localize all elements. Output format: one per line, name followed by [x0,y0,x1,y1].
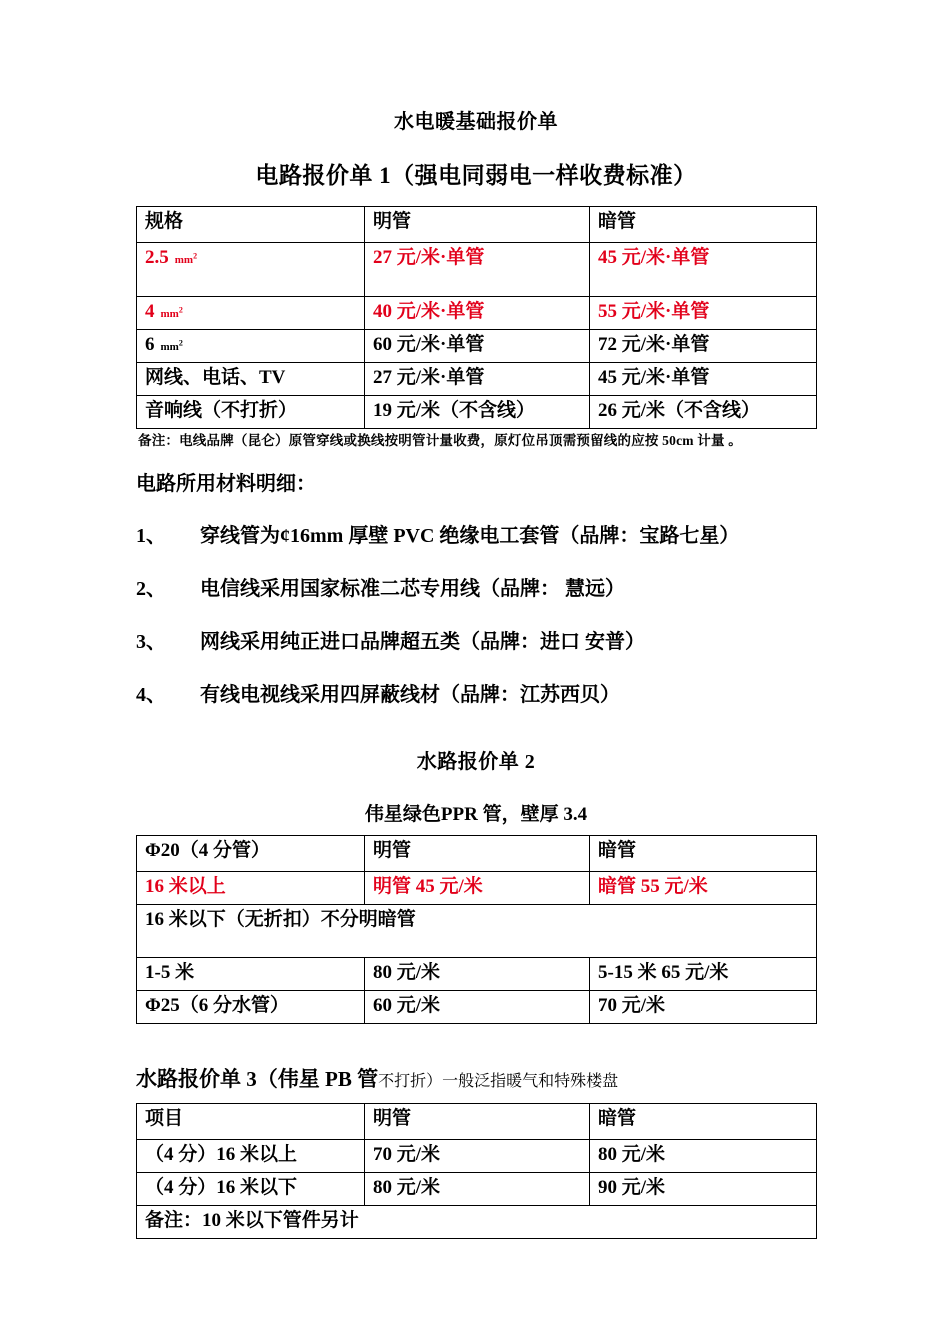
cell-exposed-price: 40 元/米·单管 [365,296,590,329]
circuit-price-table [136,206,817,429]
materials-heading: 电路所用材料明细： [136,473,316,496]
section-3-title [136,1066,816,1092]
cell-exposed-price: 80 元/米 [365,1172,590,1205]
list-item [136,630,816,655]
list-item [136,524,816,549]
list-item-number: 4、 [136,684,166,707]
column-header-concealed: 暗管 [590,836,817,872]
cell-full-width-note: 备注：10 米以下管件另计 [137,1205,817,1238]
spec-value: 6 [145,333,155,355]
water-price-table-3 [136,1103,817,1239]
cell-full-width-note: 16 米以下（无折扣）不分明暗管 [137,905,817,958]
list-item-number: 2、 [136,578,166,601]
table-header-row [137,836,817,872]
cell-spec: 网线、电话、TV [137,362,365,395]
section-1-title: 电路报价单 1（强电同弱电一样收费标准） [255,163,697,188]
table-row [137,1139,817,1172]
section-2-title: 水路报价单 2 [416,751,536,774]
table-row [137,958,817,991]
cell-spec: 16 米以上 [137,872,365,905]
cell-concealed-price: 5-15 米 65 元/米 [590,958,817,991]
cell-spec [137,296,365,329]
column-header-concealed: 暗管 [590,206,817,242]
cell-exposed-price: 80 元/米 [365,958,590,991]
column-header-exposed: 明管 [365,206,590,242]
section-3-title-note: 不打折）一般泛指暖气和特殊楼盘 [378,1073,619,1091]
section-2-subtitle: 伟星绿色PPR 管，壁厚 3.4 [364,804,588,826]
column-header-exposed: 明管 [365,836,590,872]
table-header-row [137,1103,817,1139]
column-header-exposed: 明管 [365,1103,590,1139]
cell-spec [137,242,365,296]
table-row [137,395,817,428]
cell-concealed-price: 80 元/米 [590,1139,817,1172]
column-header-spec: Φ20（4 分管） [137,836,365,872]
cell-concealed-price: 45 元/米·单管 [590,362,817,395]
document-content [136,110,816,1239]
table-row [137,1172,817,1205]
list-item-number: 1、 [136,525,166,548]
cell-spec: Φ25（6 分水管） [137,991,365,1024]
cell-concealed-price: 70 元/米 [590,991,817,1024]
table-row [137,296,817,329]
water-price-table-2 [136,835,817,1024]
list-item-number: 3、 [136,631,166,654]
cell-exposed-price: 27 元/米·单管 [365,242,590,296]
column-header-spec: 规格 [137,206,365,242]
spec-unit: $mm^2$ [160,304,183,320]
cell-item: （4 分）16 米以上 [137,1139,365,1172]
cell-item: （4 分）16 米以下 [137,1172,365,1205]
table-row [137,991,817,1024]
cell-concealed-price: 90 元/米 [590,1172,817,1205]
column-header-item: 项目 [137,1103,365,1139]
cell-concealed-price: 26 元/米（不含线） [590,395,817,428]
spec-value: 2.5 [145,246,169,268]
cell-exposed-price: 70 元/米 [365,1139,590,1172]
column-header-concealed: 暗管 [590,1103,817,1139]
list-item-text: 有线电视线采用四屏蔽线材（品牌：江苏西贝） [200,684,620,707]
cell-spec: 1-5 米 [137,958,365,991]
table-header-row [137,206,817,242]
list-item-text: 电信线采用国家标准二芯专用线（品牌： 慧远） [200,578,625,601]
table-row-spanned [137,1205,817,1238]
list-item-text: 网线采用纯正进口品牌超五类（品牌：进口 安普） [200,631,645,654]
spec-unit: $mm^2$ [160,337,183,353]
circuit-table-note: 备注：电线品牌（昆仑）原管穿线或换线按明管计量收费，原灯位吊顶需预留线的应按 50cm 计量 。 [138,432,742,448]
cell-exposed-price: 明管 45 元/米 [365,872,590,905]
materials-list [136,524,816,708]
cell-concealed-price: 72 元/米·单管 [590,329,817,362]
cell-exposed-price: 19 元/米（不含线） [365,395,590,428]
page-title: 水电暖基础报价单 [394,111,558,133]
spec-unit: $mm^2$ [174,250,198,266]
cell-spec [137,329,365,362]
cell-concealed-price: 55 元/米·单管 [590,296,817,329]
section-3-title-main: 水路报价单 3（伟星 PB 管 [136,1067,379,1092]
list-item [136,683,816,708]
table-row-spanned [137,905,817,958]
table-row [137,242,817,296]
spec-value: 4 [145,300,155,322]
cell-concealed-price: 暗管 55 元/米 [590,872,817,905]
cell-exposed-price: 60 元/米·单管 [365,329,590,362]
table-row [137,362,817,395]
list-item [136,577,816,602]
table-row [137,329,817,362]
cell-exposed-price: 60 元/米 [365,991,590,1024]
cell-spec: 音响线（不打折） [137,395,365,428]
list-item-text: 穿线管为¢16mm 厚壁 PVC 绝缘电工套管（品牌：宝路七星） [200,525,740,548]
cell-exposed-price: 27 元/米·单管 [365,362,590,395]
cell-concealed-price: 45 元/米·单管 [590,242,817,296]
table-row [137,872,817,905]
